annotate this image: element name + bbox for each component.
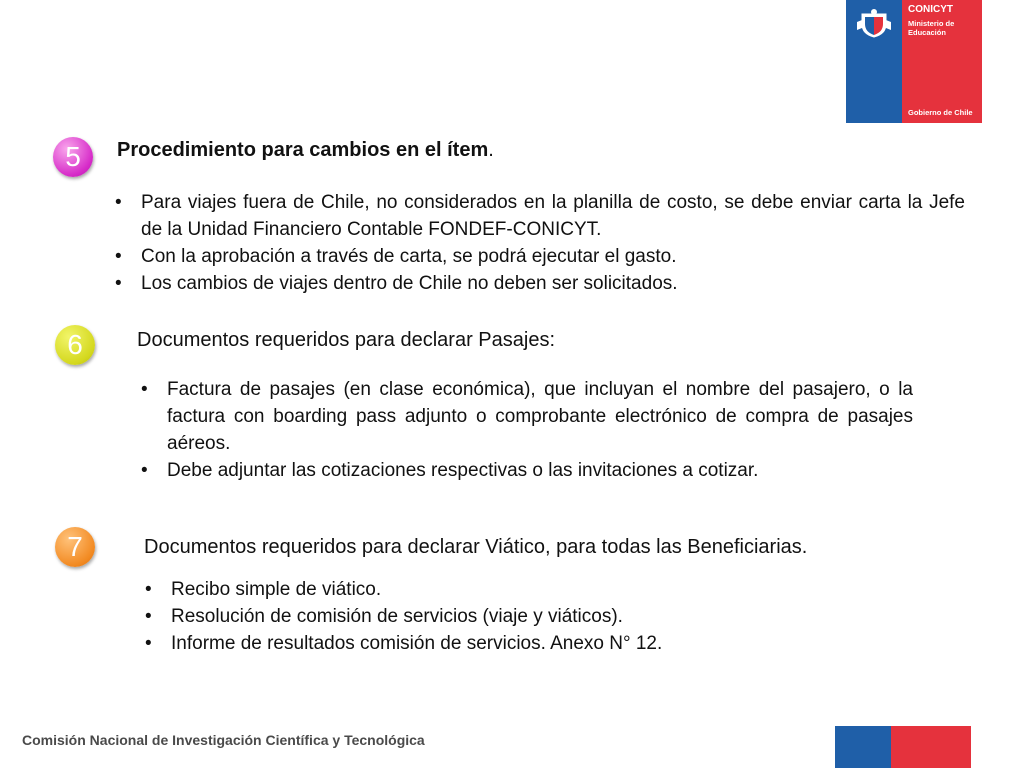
section-6-number-badge: 6 bbox=[55, 325, 95, 365]
section-7-bullet-list bbox=[145, 576, 905, 657]
section-6-heading: Documentos requeridos para declarar Pasajes: bbox=[137, 329, 555, 351]
section-5-bullet-list bbox=[115, 189, 965, 297]
footer-bar-red bbox=[891, 726, 971, 768]
section-5-number-badge: 5 bbox=[53, 137, 93, 177]
list-item: • Para viajes fuera de Chile, no considerados en la planilla de costo, se debe enviar carta la Jefe de la Unidad Financiero Contable FONDEF-CONICYT. bbox=[115, 189, 965, 243]
list-item: • Los cambios de viajes dentro de Chile no deben ser solicitados. bbox=[115, 270, 965, 297]
logo-ministry-line2: Educación bbox=[908, 28, 946, 37]
logo-red-panel bbox=[902, 0, 982, 123]
list-item: • Recibo simple de viático. bbox=[145, 576, 905, 603]
section-5-heading-text: Procedimiento para cambios en el ítem bbox=[117, 139, 489, 161]
list-item: • Con la aprobación a través de carta, se podrá ejecutar el gasto. bbox=[115, 243, 965, 270]
section-5-heading-suffix: . bbox=[488, 139, 494, 161]
list-item: • Informe de resultados comisión de servicios. Anexo N° 12. bbox=[145, 630, 905, 657]
conicyt-logo bbox=[846, 0, 982, 123]
footer-institution-name: Comisión Nacional de Investigación Científica y Tecnológica bbox=[22, 732, 425, 748]
logo-ministry-line1: Ministerio de bbox=[908, 19, 955, 28]
coat-of-arms-icon bbox=[856, 8, 892, 38]
footer-bar-blue bbox=[835, 726, 891, 768]
logo-blue-panel bbox=[846, 0, 902, 123]
section-7-number-badge: 7 bbox=[55, 527, 95, 567]
section-7-heading: Documentos requeridos para declarar Viático, para todas las Beneficiarias. bbox=[144, 536, 808, 558]
section-5-heading bbox=[117, 139, 494, 162]
logo-ministry bbox=[908, 19, 954, 37]
list-item: • Debe adjuntar las cotizaciones respectivas o las invitaciones a cotizar. bbox=[141, 457, 913, 484]
list-item: • Factura de pasajes (en clase económica), que incluyan el nombre del pasajero, o la factura con boarding pass adjunto o comprobante electrónico de compra de pasajes aéreos. bbox=[141, 376, 913, 457]
logo-name: CONICYT bbox=[908, 4, 953, 15]
logo-government: Gobierno de Chile bbox=[908, 108, 973, 117]
list-item: • Resolución de comisión de servicios (viaje y viáticos). bbox=[145, 603, 905, 630]
section-6-bullet-list bbox=[141, 376, 913, 484]
footer-flag-bar bbox=[835, 726, 971, 768]
